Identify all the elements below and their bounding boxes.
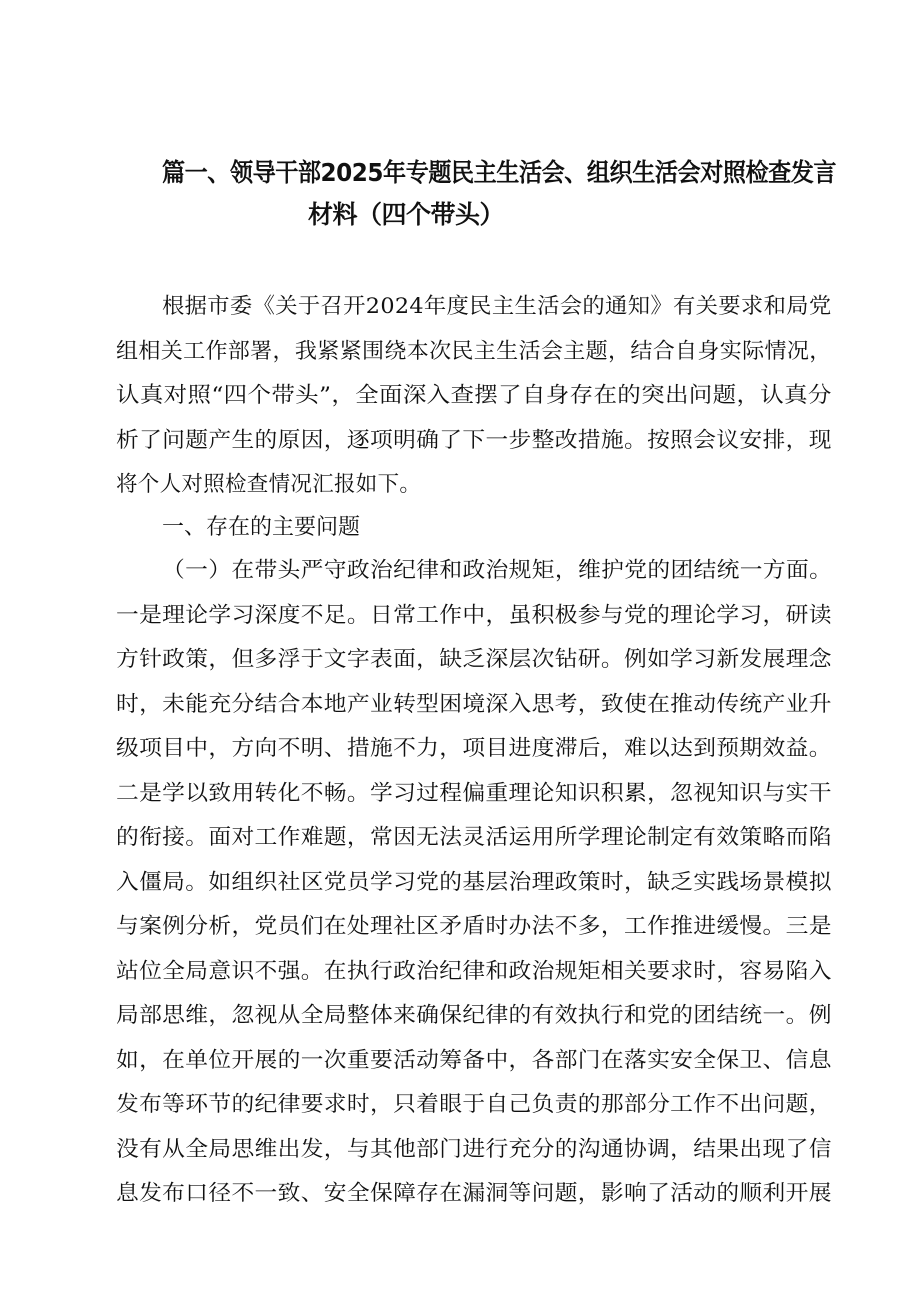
paragraph-line: 级项目中，方向不明、措施不力，项目进度滞后，难以达到预期效益。 (116, 736, 832, 761)
paragraph-line: 没有从全局思维出发，与其他部门进行充分的沟通协调，结果出现了信 (116, 1137, 832, 1162)
paragraph-line: 一是理论学习深度不足。日常工作中，虽积极参与党的理论学习，研读 (116, 603, 832, 628)
paragraph-line: （一）在带头严守政治纪律和政治规矩，维护党的团结统一方面。 (162, 558, 833, 583)
document-title-line-1: 篇一、领导干部2025年专题民主生活会、组织生活会对照检查发言 (162, 158, 837, 187)
paragraph-line: 与案例分析，党员们在处理社区矛盾时办法不多，工作推进缓慢。三是 (116, 914, 832, 939)
document-title-line-2: 材料（四个带头） (308, 200, 505, 229)
intro-line: 认真对照“四个带头”，全面深入查摆了自身存在的突出问题，认真分 (116, 383, 832, 408)
intro-line: 将个人对照检查情况汇报如下。 (116, 472, 422, 497)
paragraph-line: 二是学以致用转化不畅。学习过程偏重理论知识积累，忽视知识与实干 (116, 781, 832, 806)
paragraph-line: 如，在单位开展的一次重要活动筹备中，各部门在落实安全保卫、信息 (116, 1048, 832, 1073)
paragraph-line: 的衔接。面对工作难题，常因无法灵活运用所学理论制定有效策略而陷 (116, 825, 832, 850)
paragraph-line: 局部思维，忽视从全局整体来确保纪律的有效执行和党的团结统一。例 (116, 1003, 832, 1028)
intro-line: 根据市委《关于召开2024年度民主生活会的通知》有关要求和局党 (162, 294, 832, 319)
paragraph-line: 时，未能充分结合本地产业转型困境深入思考，致使在推动传统产业升 (116, 692, 832, 717)
intro-line: 组相关工作部署，我紧紧围绕本次民主生活会主题，结合自身实际情况， (116, 339, 832, 364)
section-heading: 一、存在的主要问题 (162, 515, 361, 540)
paragraph-line: 发布等环节的纪律要求时，只着眼于自己负责的那部分工作不出问题， (116, 1092, 832, 1117)
paragraph-line: 入僵局。如组织社区党员学习党的基层治理政策时，缺乏实践场景模拟 (116, 870, 832, 895)
intro-line: 析了问题产生的原因，逐项明确了下一步整改措施。按照会议安排，现 (116, 428, 832, 453)
paragraph-line: 站位全局意识不强。在执行政治纪律和政治规矩相关要求时，容易陷入 (116, 959, 832, 984)
paragraph-line: 方针政策，但多浮于文字表面，缺乏深层次钻研。例如学习新发展理念 (116, 647, 832, 672)
paragraph-line: 息发布口径不一致、安全保障存在漏洞等问题，影响了活动的顺利开展 (116, 1181, 832, 1206)
